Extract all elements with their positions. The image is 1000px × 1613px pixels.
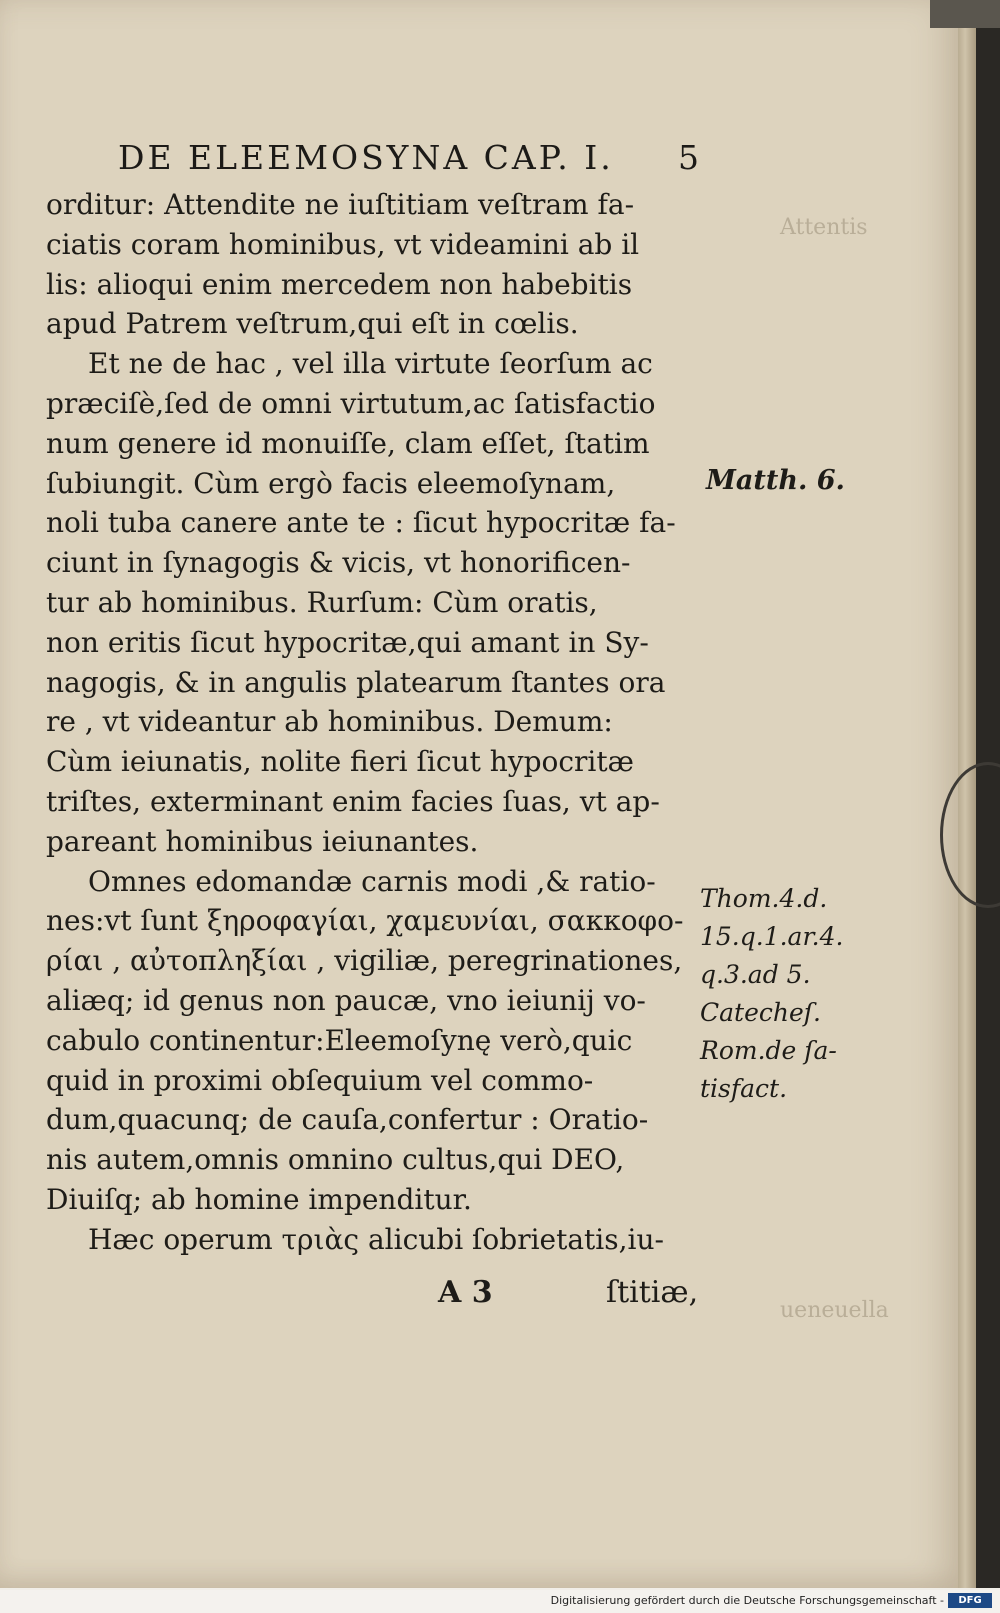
text-line: orditur: Attendite ne iuſtitiam veſtram fa- [46, 188, 635, 221]
text-line: aliæq; id genus non paucæ, vno ieiunij vo- [46, 983, 646, 1017]
text-line: Et ne de hac , vel illa virtute ſeorſum ac [88, 347, 653, 381]
text-line: cabulo continentur:Eleemoſynę verò,quic [46, 1023, 633, 1057]
dfg-logo: DFG [948, 1593, 992, 1608]
text-line: ciunt in ſynagogis & vicis, vt honorificen- [46, 546, 631, 580]
margin-note-line: q.3.ad 5. [700, 960, 811, 989]
text-line: nagogis, & in angulis platearum ſtantes ora [46, 665, 666, 699]
binding-strip [930, 0, 1000, 28]
signature-line [46, 1275, 711, 1319]
text-line: ſubiungit. Cùm ergò facis eleemoſynam, [46, 466, 616, 500]
catchword: ſtitiæ, [606, 1275, 699, 1310]
margin-note-line: Rom.de ſa- [700, 1036, 837, 1065]
text-line: præciſè,ſed de omni virtutum,ac ſatisfactio [46, 386, 656, 420]
text-line: ρίαι , αὐτοπληξίαι , vigiliæ, peregrinationes, [46, 944, 683, 978]
text-line: dum,quacunq; de cauſa,confertur : Oratio- [46, 1103, 649, 1137]
text-line: noli tuba canere ante te : ſicut hypocritæ fa- [46, 506, 676, 540]
text-line: nes:vt ſunt ξηροφαγίαι, χαμευνίαι, σακκοφο- [46, 904, 684, 938]
text-line: apud Patrem veſtrum,qui eſt in cœlis. [46, 307, 579, 341]
text-line: lis: alioqui enim mercedem non habebitis [46, 267, 633, 301]
page-number: 5 [678, 138, 702, 177]
running-header [118, 138, 718, 178]
margin-note-line: tisfact. [700, 1074, 788, 1103]
margin-note-line: 15.q.1.ar.4. [700, 922, 844, 951]
running-title: DE ELEEMOSYNA CAP. I. [118, 138, 614, 177]
funding-credit: Digitalisierung gefördert durch die Deutsche Forschungsgemeinschaft - [550, 1594, 944, 1607]
text-line: Hæc operum τριὰς alicubi ſobrietatis,iu- [88, 1222, 664, 1256]
text-line: num genere id monuiſſe, clam eſſet, ſtatim [46, 426, 650, 460]
text-line: re , vt videantur ab hominibus. Demum: [46, 705, 613, 739]
text-line: non eritis ſicut hypocritæ,qui amant in Sy- [46, 625, 649, 659]
text-line: tur ab hominibus. Rurſum: Cùm oratis, [46, 585, 598, 619]
text-line: Diuiſq; ab homine impenditur. [46, 1182, 472, 1216]
margin-note-line: Thom.4.d. [700, 884, 828, 913]
text-line: pareant hominibus ieiunantes. [46, 824, 479, 858]
bleed-through-text-top: Attentis [780, 215, 868, 240]
footer-bar [0, 1590, 1000, 1613]
body-text [46, 185, 711, 1260]
margin-note-line: Catecheſ. [700, 998, 821, 1027]
text-line: Cùm ieiunatis, nolite fieri ſicut hypocritæ [46, 745, 634, 779]
margin-note-matth: Matth. 6. [706, 465, 845, 496]
text-line: nis autem,omnis omnino cultus,qui DEO, [46, 1143, 625, 1177]
text-line: triſtes, exterminant enim facies ſuas, vt ap- [46, 784, 660, 818]
signature-mark: A 3 [438, 1275, 493, 1310]
margin-note-thom [700, 880, 880, 1108]
bleed-through-text-bottom: ueneuella [780, 1298, 889, 1323]
text-line: Omnes edomandæ carnis modi ,& ratio- [88, 864, 656, 898]
text-line: quid in proximi obſequium vel commo- [46, 1063, 594, 1097]
text-line: ciatis coram hominibus, vt videamini ab il [46, 227, 640, 261]
